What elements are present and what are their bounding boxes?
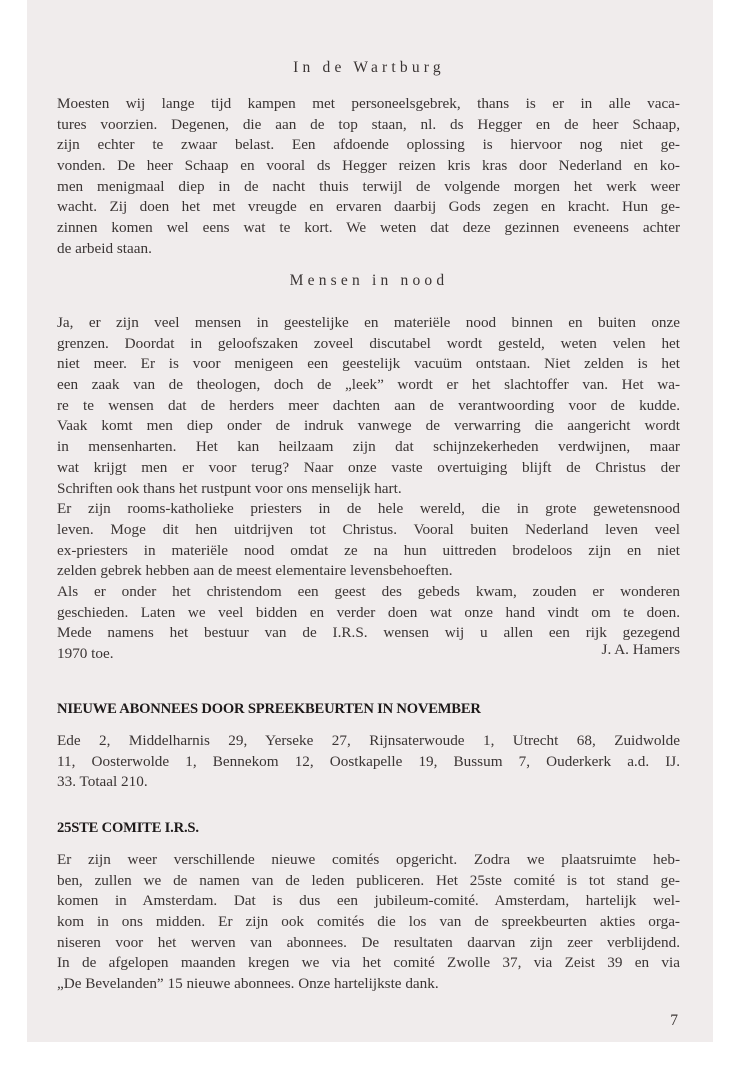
text-line: Schriften ook thans het rustpunt voor ons menselijk hart. — [57, 479, 402, 497]
text-line: komen in Amsterdam. Dat is dus een jubileum-comité. Amsterdam, hartelijk wel- — [57, 892, 680, 910]
text-line: kom in ons midden. Er zijn ook comités die los van de spreekbeurten akties orga- — [57, 913, 680, 931]
text-line: Ede 2, Middelharnis 29, Yerseke 27, Rijnsaterwoude 1, Utrecht 68, Zuidwolde — [57, 732, 680, 749]
text-line: leven. Moge dit hen uitdrijven tot Christus. Vooral buiten Nederland leven veel — [57, 520, 680, 538]
text-line: Mede namens het bestuur van de I.R.S. wensen wij u allen een rijk gezegend — [57, 624, 680, 642]
text-line: men menigmaal diep in de nacht thuis terwijl de volgende morgen het werk weer — [57, 177, 680, 195]
text-line: 1970 toe. — [57, 645, 114, 662]
text-line: 11, Oosterwolde 1, Bennekom 12, Oostkapelle 19, Bussum 7, Ouderkerk a.d. IJ. — [57, 752, 680, 770]
text-line: zijn echter te zwaar belast. Een afdoende oplossing is hiervoor nog niet ge- — [57, 136, 680, 154]
text-line: 33. Totaal 210. — [57, 773, 148, 791]
text-line: Vaak komt men diep onder de indruk vanwege de verwarring die aangericht wordt — [57, 417, 680, 435]
text-line: vonden. De heer Schaap en vooral ds Hegger reizen kris kras door Nederland en ko- — [57, 157, 680, 175]
text-line: tures voorzien. Degenen, die aan de top staan, nl. ds Hegger en de heer Schaap, — [57, 115, 680, 133]
text-line: Er zijn weer verschillende nieuwe comités opgericht. Zodra we plaatsruimte heb- — [57, 851, 680, 868]
25ste-comite-body — [57, 850, 680, 995]
text-line: grenzen. Doordat in geloofszaken zoveel discutabel wordt gesteld, weten velen het — [57, 334, 680, 352]
signature: J. A. Hamers — [601, 641, 680, 658]
heading-nieuwe-abonnees: NIEUWE ABONNEES DOOR SPREEKBEURTEN IN NOVEMBER — [57, 701, 481, 717]
text-line: ex-priesters in materiële nood omdat ze na hun uittreden brodeloos zijn en niet — [57, 541, 680, 559]
text-line: Als er onder het christendom een geest des gebeds kwam, zouden er wonderen — [57, 582, 680, 600]
text-line: een zaak van de theologen, doch de „leek” wordt er het slachtoffer van. Het wa- — [57, 376, 680, 394]
text-line: re te wensen dat de herders meer dachten aan de verantwoording voor de kudde. — [57, 396, 680, 414]
text-line: ben, zullen we de namen van de leden publiceren. Het 25ste comité is tot stand ge- — [57, 871, 680, 889]
text-line: de arbeid staan. — [57, 239, 152, 257]
text-line: Ja, er zijn veel mensen in geestelijke en materiële nood binnen en buiten onze — [57, 314, 680, 331]
text-line: wat krijgt men er voor terug? Naar onze vaste overtuiging blijft de Christus der — [57, 458, 680, 476]
wartburg-body — [57, 94, 680, 260]
text-line: Er zijn rooms-katholieke priesters in de hele wereld, die in grote gewetensnood — [57, 500, 680, 518]
text-line: wacht. Zij doen het met vreugde en ervaren daarbij Gods zegen en kracht. Hun ge- — [57, 198, 680, 216]
heading-25ste-comite: 25STE COMITE I.R.S. — [57, 820, 199, 836]
text-line: „De Bevelanden” 15 nieuwe abonnees. Onze hartelijkste dank. — [57, 975, 439, 993]
text-line: zelden gebrek hebben aan de meest elementaire levensbehoeften. — [57, 562, 453, 580]
text-line: Moesten wij lange tijd kampen met personeelsgebrek, thans is er in alle vaca- — [57, 95, 680, 112]
text-line: niet meer. Er is voor menigeen een geestelijk vacuüm ontstaan. Niet zelden is het — [57, 355, 680, 373]
text-line: In de afgelopen maanden kregen we via het comité Zwolle 37, via Zeist 39 en via — [57, 954, 680, 972]
text-line: niseren voor het werven van abonnees. De resultaten daarvan zijn zeer verblijdend. — [57, 933, 680, 951]
section-title-wartburg: In de Wartburg — [293, 59, 445, 76]
text-line: in mensenharten. Het kan heilzaam zijn dat schijnzekerheden verdwijnen, maar — [57, 438, 680, 456]
section-title-mensen-in-nood: Mensen in nood — [289, 272, 449, 289]
nieuwe-abonnees-body — [57, 731, 680, 793]
page-number: 7 — [670, 1012, 678, 1029]
text-line: geschieden. Laten we veel bidden en verder doen wat onze hand vindt om te doen. — [57, 603, 680, 621]
mensen-in-nood-body — [57, 313, 680, 665]
text-line: zinnen komen wel eens wat te kort. We weten dat deze gezinnen eveneens achter — [57, 219, 680, 237]
